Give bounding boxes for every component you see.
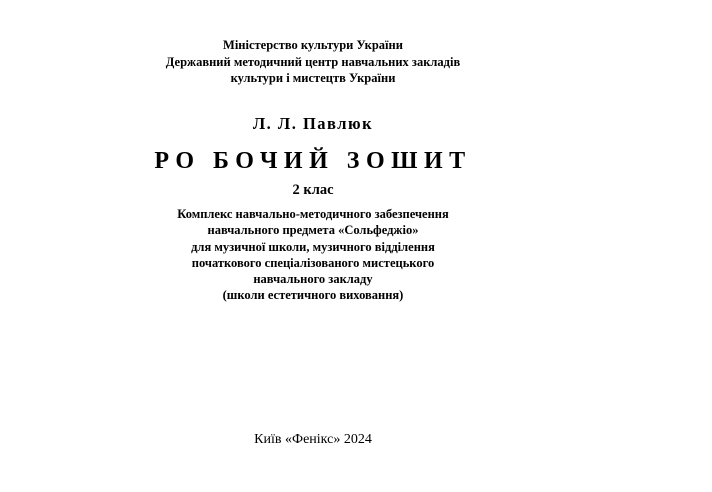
ministry-line: Міністерство культури України: [223, 38, 403, 52]
description-line: для музичної школи, музичного відділення: [191, 239, 435, 254]
ministry-header: [100, 37, 526, 87]
grade-label: 2 клас: [292, 182, 334, 198]
ministry-line: Державний методичний центр навчальних закладів: [165, 54, 461, 69]
description-line: навчального предмета «Сольфеджіо»: [207, 223, 419, 238]
ministry-line: культури і мистецтв України: [230, 71, 396, 85]
description-line: початкового спеціалізованого мистецького: [191, 255, 435, 270]
description-line: Комплекс навчально-методичного забезпечення: [177, 207, 449, 221]
book-title: РО БОЧИЙ ЗОШИТ: [154, 148, 472, 174]
description-line: навчального закладу: [253, 272, 373, 287]
description-line: (школи естетичного виховання): [222, 288, 404, 303]
author-name: Л. Л. Павлюк: [252, 114, 374, 133]
publisher-imprint: Київ «Фенікс» 2024: [254, 432, 372, 447]
book-description: [100, 206, 526, 304]
